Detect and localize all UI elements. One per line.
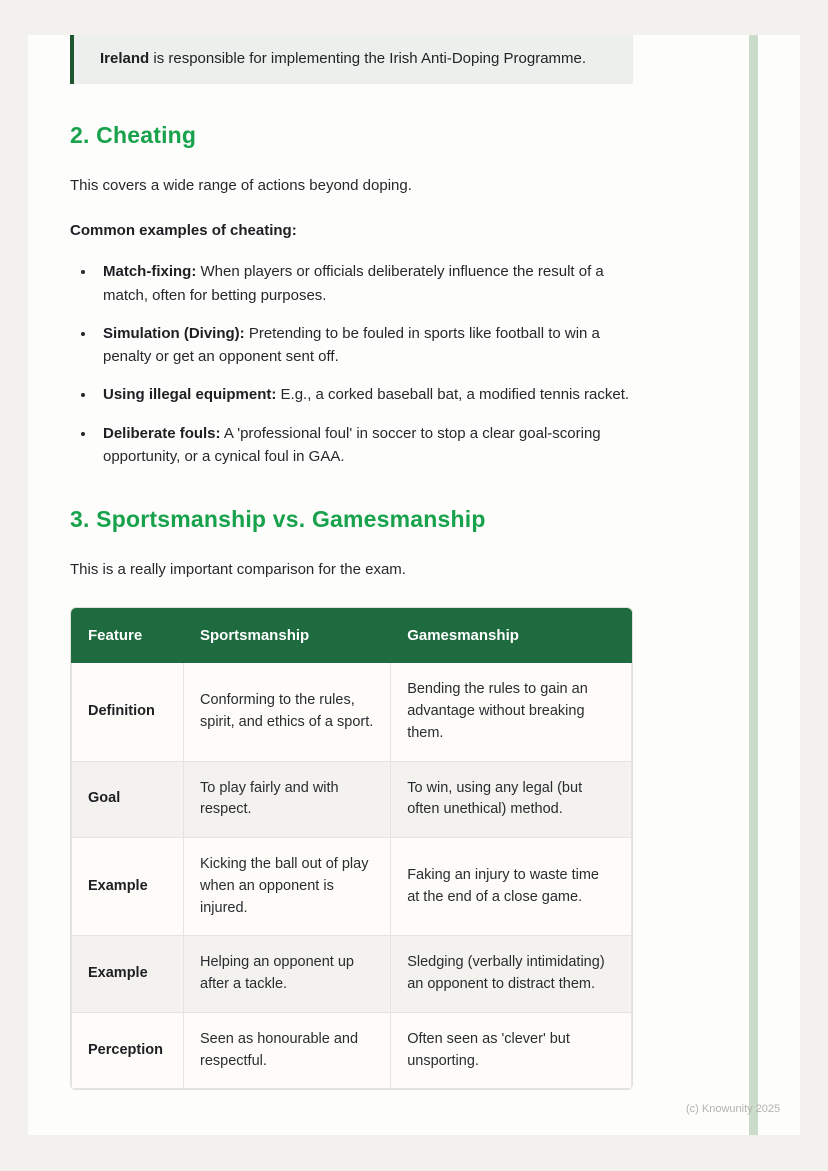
table-cell-sportsmanship: Conforming to the rules, spirit, and ethics of a sport. xyxy=(184,663,391,761)
table-row xyxy=(72,838,632,936)
list-item-text: A 'professional foul' in soccer to stop a clear goal-scoring opportunity, or a cynical foul in GAA. xyxy=(103,424,601,465)
table-row xyxy=(72,1012,632,1089)
table-cell-sportsmanship: To play fairly and with respect. xyxy=(184,761,391,838)
table-cell-feature: Example xyxy=(72,838,184,936)
table-cell-sportsmanship: Helping an opponent up after a tackle. xyxy=(184,936,391,1013)
table-cell-feature: Goal xyxy=(72,761,184,838)
table-cell-gamesmanship: To win, using any legal (but often unethical) method. xyxy=(391,761,632,838)
paragraph-comparison-intro: This is a really important comparison for the exam. xyxy=(70,560,406,578)
list-item xyxy=(96,260,633,307)
list-item-label: Simulation (Diving): xyxy=(103,324,245,342)
list-item xyxy=(96,383,633,406)
watermark: (c) Knowunity 2025 xyxy=(686,1103,781,1115)
comparison-table-wrapper xyxy=(70,607,633,1090)
list-item-label: Deliberate fouls: xyxy=(103,424,221,442)
table-cell-sportsmanship: Kicking the ball out of play when an opponent is injured. xyxy=(184,838,391,936)
paragraph-cheating-intro: This covers a wide range of actions beyond doping. xyxy=(70,176,412,194)
subheading-common-examples: Common examples of cheating: xyxy=(70,222,297,240)
list-item xyxy=(96,422,633,469)
table-row xyxy=(72,761,632,838)
table-header-sportsmanship: Sportsmanship xyxy=(184,609,391,663)
table-header-row xyxy=(72,609,632,663)
document-page xyxy=(28,35,800,1135)
table-row xyxy=(72,663,632,761)
table-cell-feature: Example xyxy=(72,936,184,1013)
table-cell-gamesmanship: Sledging (verbally intimidating) an opponent to distract them. xyxy=(391,936,632,1013)
table-cell-gamesmanship: Often seen as 'clever' but unsporting. xyxy=(391,1012,632,1089)
table-cell-feature: Definition xyxy=(72,663,184,761)
table-cell-sportsmanship: Seen as honourable and respectful. xyxy=(184,1012,391,1089)
quote-bold-text: Ireland xyxy=(100,50,150,67)
table-cell-gamesmanship: Faking an injury to waste time at the end of a close game. xyxy=(391,838,632,936)
list-item-text: Pretending to be fouled in sports like football to win a penalty or get an opponent sent off. xyxy=(103,324,600,366)
comparison-table xyxy=(71,608,632,1089)
table-header-gamesmanship: Gamesmanship xyxy=(391,609,632,663)
table-cell-feature: Perception xyxy=(72,1012,184,1089)
list-item-label: Using illegal equipment: xyxy=(103,386,277,404)
list-item xyxy=(96,322,633,369)
table-row xyxy=(72,936,632,1013)
quote-block xyxy=(70,35,633,84)
cheating-examples-list xyxy=(78,260,633,468)
list-item-label: Match-fixing: xyxy=(103,263,197,281)
page-edge-strip xyxy=(749,35,758,1135)
section-heading-sportsmanship-vs-gamesmanship: 3. Sportsmanship vs. Gamesmanship xyxy=(70,506,486,533)
section-heading-cheating: 2. Cheating xyxy=(70,122,197,149)
quote-text: is responsible for implementing the Irish Anti-Doping Programme. xyxy=(149,50,587,67)
table-cell-gamesmanship: Bending the rules to gain an advantage without breaking them. xyxy=(391,663,632,761)
table-header-feature: Feature xyxy=(72,609,184,663)
document-content xyxy=(70,35,633,1090)
list-item-text: E.g., a corked baseball bat, a modified tennis racket. xyxy=(276,386,630,404)
list-item-text: When players or officials deliberately influence the result of a match, often for betting purposes. xyxy=(103,263,604,304)
